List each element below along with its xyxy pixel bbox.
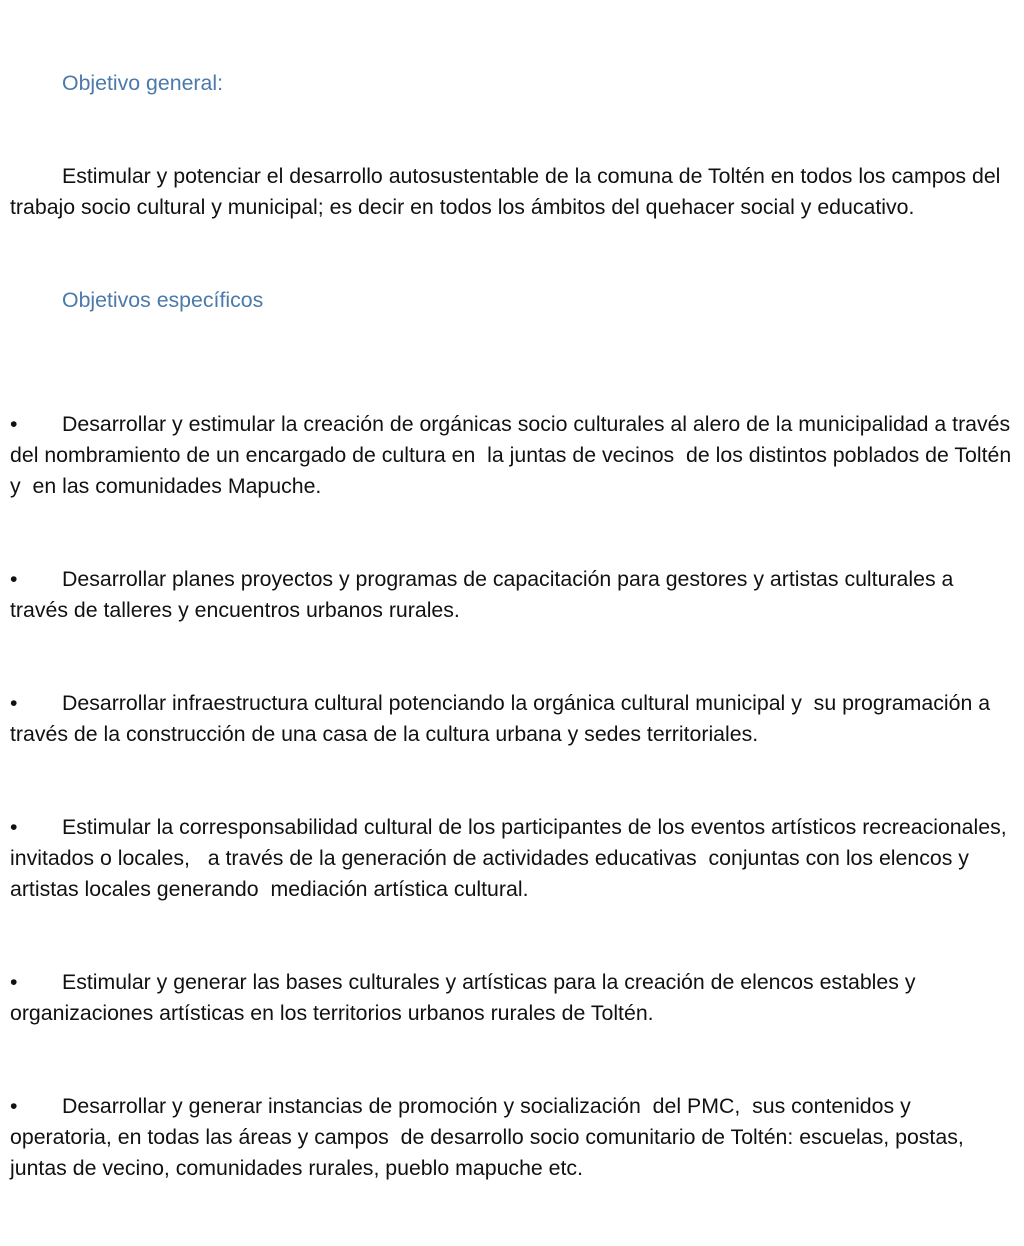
paragraph-objetivo-general	[10, 161, 1014, 223]
list-item	[10, 688, 1014, 750]
bullet-icon: •	[10, 970, 18, 994]
list-item-text: Desarrollar y generar instancias de promoción y socialización del PMC, sus contenidos y operatoria, en todas las áreas y campos de desarrollo socio comunitario de Toltén: escuelas, postas, juntas de vecino, comunidades rurales, pueblo mapuche etc.	[10, 1094, 970, 1180]
list-item-text: Estimular la corresponsabilidad cultural de los participantes de los eventos artísticos recreacionales, invitados o locales, a través de la generación de actividades educativas conjuntas con los elencos y artistas locales generando mediación artística cultural.	[10, 815, 1013, 901]
list-item	[10, 1091, 1014, 1184]
list-item	[10, 409, 1018, 502]
list-item	[10, 967, 1014, 1029]
heading-objetivo-general	[10, 68, 1014, 99]
heading-objetivos-especificos	[10, 285, 1014, 316]
heading-objetivos-especificos-text: Objetivos específicos	[62, 288, 264, 312]
bullet-icon: •	[10, 412, 18, 436]
list-item-text: Desarrollar infraestructura cultural potenciando la orgánica cultural municipal y su programación a través de la construcción de una casa de la cultura urbana y sedes territoriales.	[10, 691, 996, 746]
list-item-text: Estimular y generar las bases culturales y artísticas para la creación de elencos estables y organizaciones artísticas en los territorios urbanos rurales de Toltén.	[10, 970, 922, 1025]
list-item-text: Desarrollar y estimular la creación de orgánicas socio culturales al alero de la municipalidad a través del nombramiento de un encargado de cultura en la juntas de vecinos de los distintos poblados de Toltén y en las comunidades Mapuche.	[10, 412, 1018, 498]
list-item	[10, 812, 1014, 905]
bullet-icon: •	[10, 815, 18, 839]
bullet-icon: •	[10, 691, 18, 715]
paragraph-objetivo-general-text: Estimular y potenciar el desarrollo autosustentable de la comuna de Toltén en todos los campos del trabajo socio cultural y municipal; es decir en todos los ámbitos del quehacer social y educativo.	[10, 164, 1007, 219]
list-item	[10, 564, 1014, 626]
heading-objetivo-general-text: Objetivo general:	[62, 71, 224, 95]
bullet-icon: •	[10, 1094, 18, 1118]
list-item-text: Desarrollar planes proyectos y programas de capacitación para gestores y artistas culturales a través de talleres y encuentros urbanos rurales.	[10, 567, 960, 622]
bullet-icon: •	[10, 567, 18, 591]
slide-text-block	[10, 6, 1018, 1246]
